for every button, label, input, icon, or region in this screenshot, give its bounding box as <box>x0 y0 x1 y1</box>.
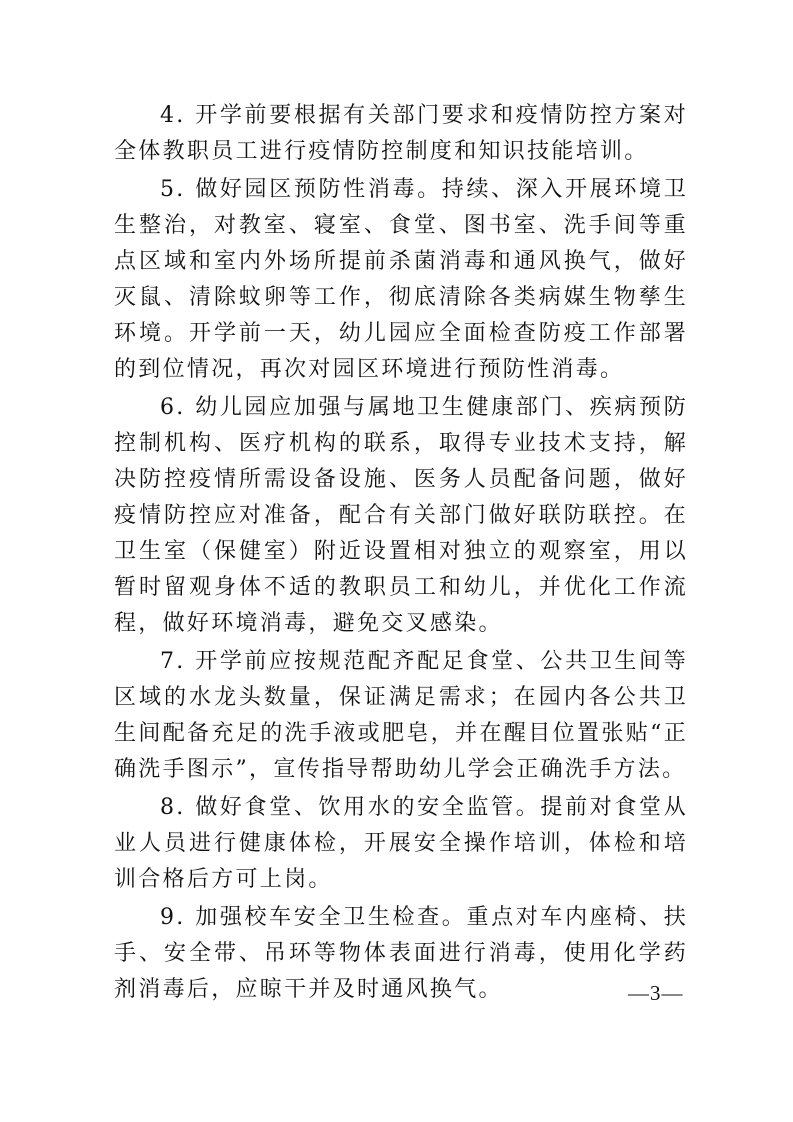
paragraph-item-5: 5. 做好园区预防性消毒。持续、深入开展环境卫生整治，对教室、寝室、食堂、图书室、洗手间等重点区域和室内外场所提前杀菌消毒和通风换气，做好灭鼠、清除蚊卵等工作，彻底清除各类病媒生物孳生环境。开学前一天，幼儿园应全面检查防疫工作部署的到位情况，再次对园区环境进行预防性消毒。 <box>114 177 688 382</box>
paragraph-item-6: 6. 幼儿园应加强与属地卫生健康部门、疾病预防控制机构、医疗机构的联系，取得专业技术支持，解决防控疫情所需设备设施、医务人员配备问题，做好疫情防控应对准备，配合有关部门做好联防联控。在卫生室（保健室）附近设置相对独立的观察室，用以暂时留观身体不适的教职员工和幼儿，并优化工作流程，做好环境消毒，避免交叉感染。 <box>114 395 688 636</box>
document-body <box>114 98 688 1010</box>
paragraph-item-8: 8. 做好食堂、饮用水的安全监管。提前对食堂从业人员进行健康体检，开展安全操作培训，体检和培训合格后方可上岗。 <box>114 795 688 892</box>
paragraph-item-9: 9. 加强校车安全卫生检查。重点对车内座椅、扶手、安全带、吊环等物体表面进行消毒，使用化学药剂消毒后，应晾干并及时通风换气。 <box>114 905 688 1002</box>
paragraph-item-7: 7. 开学前应按规范配齐配足食堂、公共卫生间等区域的水龙头数量，保证满足需求；在园内各公共卫生间配备充足的洗手液或肥皂，并在醒目位置张贴“正确洗手图示”，宣传指导帮助幼儿学会正确洗手方法。 <box>114 649 688 782</box>
page-number: —3— <box>628 981 684 1005</box>
paragraph-item-4: 4. 开学前要根据有关部门要求和疫情防控方案对全体教职员工进行疫情防控制度和知识技能培训。 <box>114 103 688 164</box>
